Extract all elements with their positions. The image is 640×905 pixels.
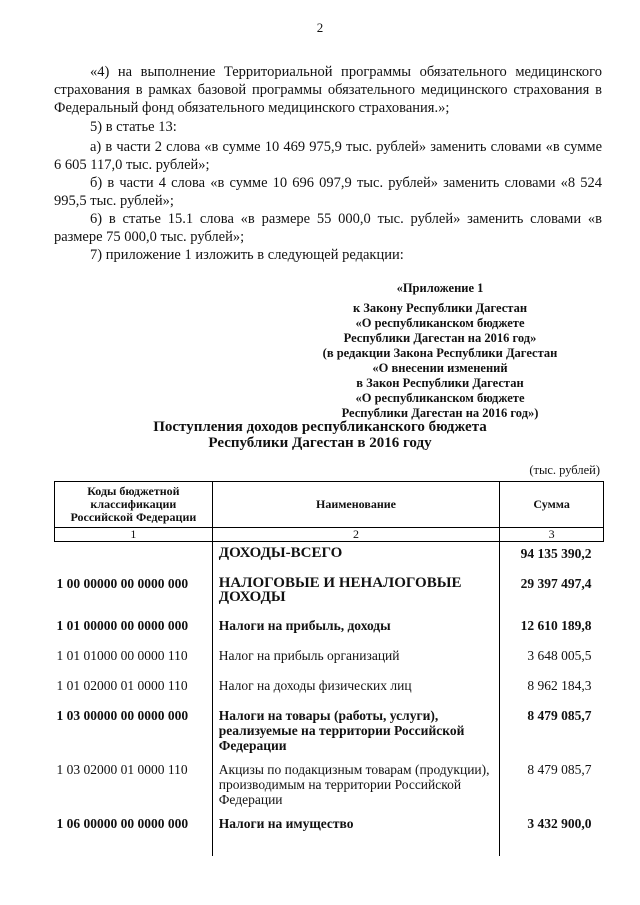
row-name: Налог на доходы физических лиц	[212, 678, 499, 708]
row-name: Налог на прибыль организаций	[212, 648, 499, 678]
row-name: Налоги на товары (работы, услуги), реализуемые на территории Российской Федерации	[212, 708, 499, 762]
row-name: НАЛОГОВЫЕ И НЕНАЛОГОВЫЕ ДОХОДЫ	[212, 576, 499, 618]
paragraph-article-13: 5) в статье 13:	[90, 119, 177, 135]
income-table	[54, 481, 604, 856]
table-title-line: Поступления доходов республиканского бюджета	[153, 419, 487, 435]
table-row	[55, 816, 604, 856]
row-sum: 8 479 085,7	[527, 761, 592, 777]
appendix-line: к Закону Республики Дагестан	[352, 301, 528, 315]
paragraph-appendix-1: 7) приложение 1 изложить в следующей редакции:	[90, 247, 404, 263]
table-row	[55, 576, 604, 618]
row-sum: 3 432 900,0	[527, 815, 592, 831]
table-title-line: Республики Дагестан в 2016 году	[208, 435, 432, 451]
header-number-2: 2	[212, 528, 499, 542]
table-row	[55, 678, 604, 708]
row-name: Налоги на прибыль, доходы	[212, 618, 499, 648]
page-number: 2	[316, 20, 324, 35]
row-sum: 8 962 184,3	[527, 677, 592, 693]
paragraph-part-4: б) в части 4 слова «в сумме 10 696 097,9 тыс. рублей» заменить словами «8 524 995,5 тыс. рублей»;	[54, 175, 602, 209]
header-number-3: 3	[500, 528, 604, 542]
table-row	[55, 542, 604, 576]
row-sum: 3 648 005,5	[527, 647, 592, 663]
appendix-line: (в редакции Закона Республики Дагестан	[322, 346, 558, 360]
paragraph-article-15-1: 6) в статье 15.1 слова «в размере 55 000,0 тыс. рублей» заменить словами «в размере 75 000,0 тыс. рублей»;	[54, 211, 602, 245]
appendix-line: «О внесении изменений	[372, 361, 508, 375]
row-name: ДОХОДЫ-ВСЕГО	[212, 542, 499, 576]
paragraph-item-4: «4) на выполнение Территориальной программы обязательного медицинского страхования в рамках базовой программы обязательного медицинского страхования в Федеральный фонд обязательного медицинского страхования.»;	[54, 64, 602, 116]
appendix-line: Республики Дагестан на 2016 год»)	[341, 406, 539, 420]
table-row	[55, 618, 604, 648]
appendix-line: Республики Дагестан на 2016 год»	[343, 331, 537, 345]
row-code: 1 01 02000 01 0000 110	[56, 677, 188, 693]
row-name: Акцизы по подакцизным товарам (продукции), производимым на территории Российской Федерации	[212, 762, 499, 816]
appendix-block	[320, 281, 560, 421]
table-row	[55, 708, 604, 762]
table-row	[55, 648, 604, 678]
table-title	[0, 419, 640, 451]
header-number-1: 1	[55, 528, 213, 542]
table-row	[55, 762, 604, 816]
row-name: Налоги на имущество	[212, 816, 499, 856]
appendix-line: «О республиканском бюджете	[355, 391, 525, 405]
row-code: 1 03 02000 01 0000 110	[56, 761, 188, 777]
row-code: 1 01 00000 00 0000 000	[56, 617, 189, 633]
row-code: 1 01 01000 00 0000 110	[56, 647, 188, 663]
header-sum: Сумма	[500, 482, 604, 528]
row-sum: 94 135 390,2	[520, 546, 592, 561]
row-sum: 29 397 497,4	[520, 575, 592, 591]
header-name: Наименование	[212, 482, 499, 528]
appendix-line: в Закон Республики Дагестан	[356, 376, 524, 390]
row-sum: 12 610 189,8	[520, 617, 592, 633]
row-code: 1 03 00000 00 0000 000	[56, 707, 189, 723]
row-code	[55, 542, 213, 576]
row-code: 1 06 00000 00 0000 000	[56, 815, 189, 831]
appendix-title: «Приложение 1	[396, 281, 484, 295]
appendix-line: «О республиканском бюджете	[355, 316, 525, 330]
row-sum: 8 479 085,7	[527, 707, 592, 723]
units-label: (тыс. рублей)	[529, 463, 600, 477]
row-code: 1 00 00000 00 0000 000	[56, 575, 189, 591]
paragraph-part-2: а) в части 2 слова «в сумме 10 469 975,9 тыс. рублей» заменить словами «в сумме 6 605 117,0 тыс. рублей»;	[54, 139, 602, 173]
header-codes: Коды бюджетной классификации Российской Федерации	[55, 482, 213, 528]
